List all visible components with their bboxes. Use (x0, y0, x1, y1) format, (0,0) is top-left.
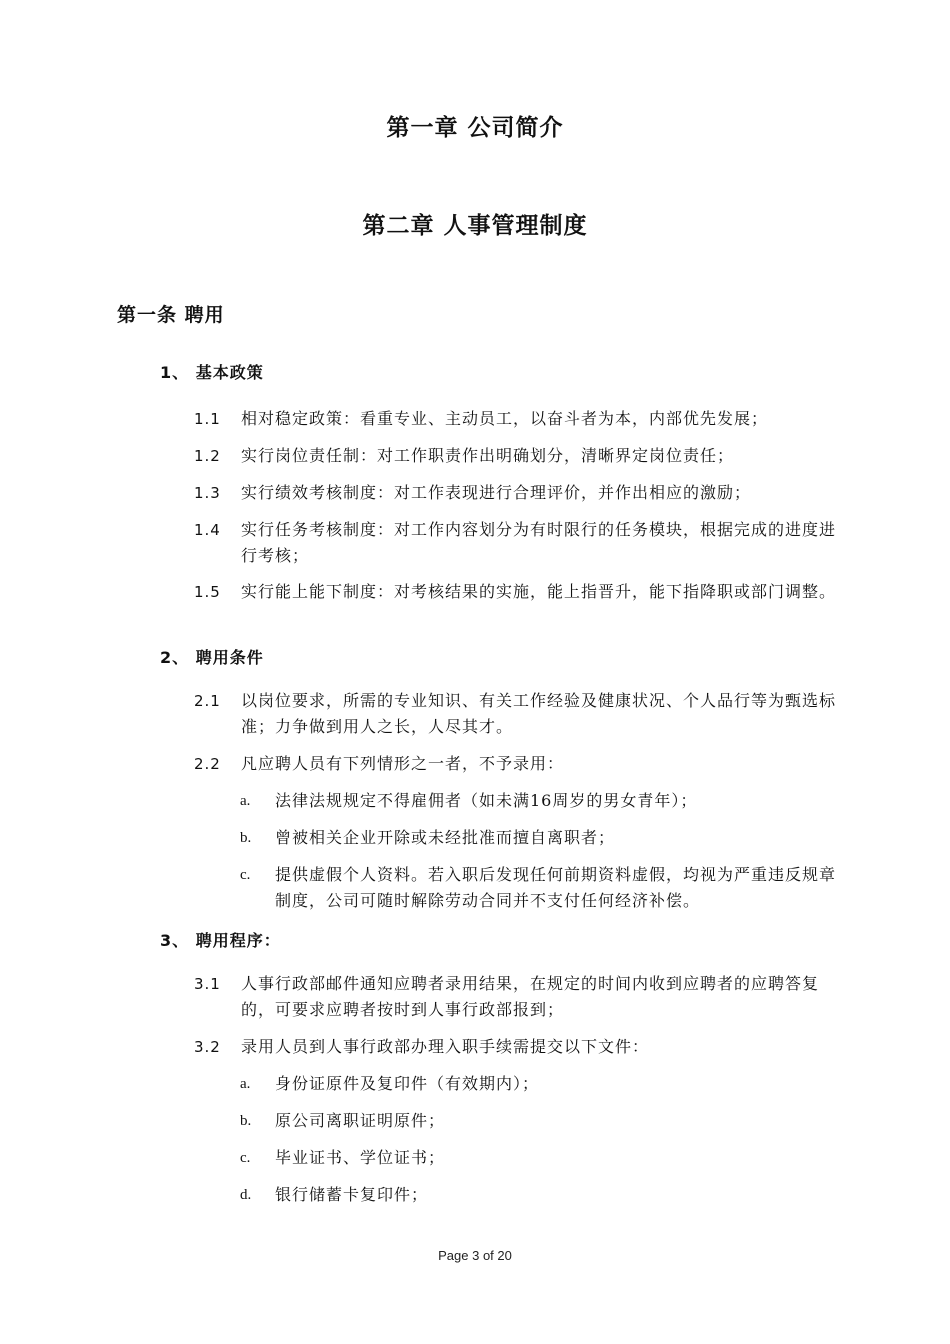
item-text: 实行任务考核制度：对工作内容划分为有时限行的任务模块，根据完成的进度进行考核； (241, 520, 837, 565)
item-number: 1.1 (194, 410, 221, 428)
article-title: 第一条 聘用 (117, 304, 225, 326)
sub-item-letter: c. (240, 1150, 251, 1166)
item-number: 2.1 (194, 692, 221, 710)
sub-item-text: 提供虚假个人资料。若入职后发现任何前期资料虚假，均视为严重违反规章制度，公司可随时解除劳动合同并不支付任何经济补偿。 (275, 865, 837, 910)
sub-item-text: 法律法规规定不得雇佣者（如未满16周岁的男女青年）； (275, 791, 698, 810)
sub-item-text: 身份证原件及复印件（有效期内）； (275, 1074, 540, 1093)
item-number: 2.2 (194, 755, 221, 773)
sub-item-text: 原公司离职证明原件； (275, 1111, 446, 1130)
section-title-hiring-procedure: 3、 聘用程序： (160, 931, 281, 950)
sub-item-letter: a. (240, 1076, 251, 1092)
list-item (194, 971, 842, 1023)
item-text: 录用人员到人事行政部办理入职手续需提交以下文件： (241, 1037, 650, 1056)
sub-item-text: 曾被相关企业开除或未经批准而擅自离职者； (275, 828, 616, 847)
sub-item-letter: b. (240, 830, 252, 846)
list-item (194, 517, 842, 569)
item-text: 实行能上能下制度：对考核结果的实施，能上指晋升，能下指降职或部门调整。 (241, 582, 837, 601)
sub-item-letter: a. (240, 793, 251, 809)
sub-item-text: 毕业证书、学位证书； (275, 1148, 446, 1167)
item-number: 1.3 (194, 484, 221, 502)
sub-list-item (240, 1182, 842, 1208)
sub-item-letter: b. (240, 1113, 252, 1129)
sub-item-text: 银行储蓄卡复印件； (275, 1185, 429, 1204)
item-text: 实行绩效考核制度：对工作表现进行合理评价，并作出相应的激励； (241, 483, 752, 502)
list-item (194, 406, 842, 432)
item-number: 1.2 (194, 447, 221, 465)
item-number: 3.1 (194, 975, 221, 993)
chapter-title-2: 第二章 人事管理制度 (362, 213, 588, 239)
sub-list-item (240, 1145, 842, 1171)
item-text: 凡应聘人员有下列情形之一者，不予录用： (241, 754, 565, 773)
sub-list-item (240, 862, 842, 914)
sub-list-item (240, 788, 842, 814)
item-text: 以岗位要求，所需的专业知识、有关工作经验及健康状况、个人品行等为甄选标准；力争做到用人之长，人尽其才。 (241, 691, 837, 736)
item-text: 实行岗位责任制：对工作职责作出明确划分，清晰界定岗位责任； (241, 446, 735, 465)
list-item (194, 480, 842, 506)
sub-item-letter: d. (240, 1187, 252, 1203)
sub-list-item (240, 1071, 842, 1097)
list-item (194, 443, 842, 469)
item-number: 3.2 (194, 1038, 221, 1056)
list-item (194, 751, 842, 777)
item-number: 1.5 (194, 583, 221, 601)
sub-item-letter: c. (240, 867, 251, 883)
list-item (194, 688, 842, 740)
item-text: 相对稳定政策：看重专业、主动员工，以奋斗者为本，内部优先发展； (241, 409, 769, 428)
page-number-footer: Page 3 of 20 (438, 1248, 512, 1263)
item-number: 1.4 (194, 521, 221, 539)
sub-list-item (240, 1108, 842, 1134)
item-text: 人事行政部邮件通知应聘者录用结果，在规定的时间内收到应聘者的应聘答复的，可要求应聘者按时到人事行政部报到； (241, 974, 820, 1019)
sub-list-item (240, 825, 842, 851)
list-item (194, 579, 842, 605)
list-item (194, 1034, 842, 1060)
section-title-basic-policy: 1、 基本政策 (160, 363, 264, 382)
chapter-title-1: 第一章 公司简介 (386, 115, 564, 141)
section-title-hiring-conditions: 2、 聘用条件 (160, 648, 264, 667)
